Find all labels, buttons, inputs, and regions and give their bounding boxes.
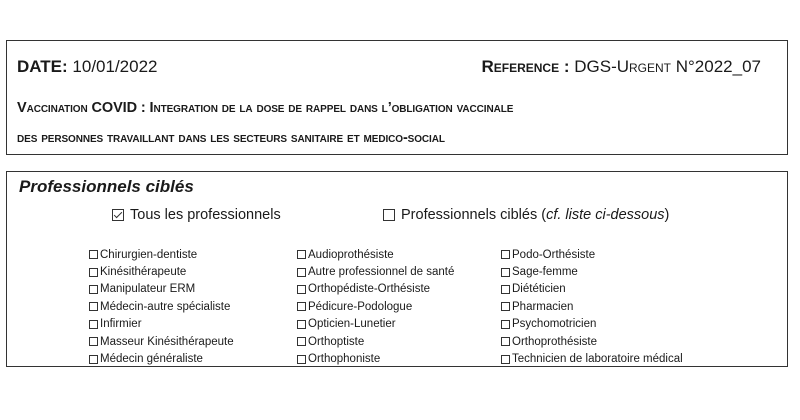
header-box bbox=[6, 40, 788, 155]
profession-checkbox[interactable] bbox=[297, 320, 306, 329]
subject-heading bbox=[17, 93, 777, 153]
profession-checkbox[interactable] bbox=[89, 285, 98, 294]
profession-column-3 bbox=[501, 246, 683, 368]
profession-item[interactable] bbox=[89, 263, 234, 280]
all-professionals-checkbox[interactable] bbox=[112, 209, 124, 221]
profession-item[interactable] bbox=[501, 298, 683, 315]
profession-label: Orthoptiste bbox=[308, 335, 365, 348]
profession-item[interactable] bbox=[501, 350, 683, 367]
targeted-label-prefix: Professionnels ciblés ( bbox=[401, 207, 547, 223]
profession-label: Médecin-autre spécialiste bbox=[100, 300, 231, 313]
profession-label: Infirmier bbox=[100, 318, 142, 331]
subject-line-2: des personnes travaillant dans les secteurs sanitaire et medico-social bbox=[17, 130, 445, 146]
profession-label: Pharmacien bbox=[512, 300, 574, 313]
profession-item[interactable] bbox=[297, 316, 454, 333]
profession-checkbox[interactable] bbox=[501, 285, 510, 294]
profession-item[interactable] bbox=[501, 281, 683, 298]
profession-item[interactable] bbox=[89, 350, 234, 367]
profession-label: Chirurgien-dentiste bbox=[100, 248, 198, 261]
profession-column-1 bbox=[89, 246, 234, 368]
all-professionals-label: Tous les professionnels bbox=[130, 207, 281, 223]
reference-label: Reference : bbox=[481, 57, 570, 76]
date-line bbox=[17, 57, 158, 77]
profession-checkbox[interactable] bbox=[501, 355, 510, 364]
profession-item[interactable] bbox=[89, 298, 234, 315]
profession-label: Orthoprothésiste bbox=[512, 335, 598, 348]
profession-label: Médecin généraliste bbox=[100, 353, 203, 366]
profession-checkbox[interactable] bbox=[89, 320, 98, 329]
reference-value: DGS-Urgent N°2022_07 bbox=[574, 57, 761, 76]
profession-label: Autre professionnel de santé bbox=[308, 266, 455, 279]
profession-label: Orthopédiste-Orthésiste bbox=[308, 283, 431, 296]
profession-checkbox[interactable] bbox=[501, 302, 510, 311]
profession-item[interactable] bbox=[89, 281, 234, 298]
reference-line bbox=[481, 57, 761, 77]
profession-label: Audioprothésiste bbox=[308, 248, 394, 261]
profession-item[interactable] bbox=[89, 333, 234, 350]
all-professionals-option[interactable] bbox=[112, 207, 281, 223]
profession-label: Diététicien bbox=[512, 283, 566, 296]
profession-item[interactable] bbox=[501, 246, 683, 263]
date-value: 10/01/2022 bbox=[72, 57, 158, 76]
profession-label: Sage-femme bbox=[512, 266, 578, 279]
profession-label: Manipulateur ERM bbox=[100, 283, 196, 296]
date-label: DATE: bbox=[17, 57, 68, 76]
profession-label: Podo-Orthésiste bbox=[512, 248, 596, 261]
profession-label: Masseur Kinésithérapeute bbox=[100, 335, 234, 348]
profession-label: Pédicure-Podologue bbox=[308, 300, 413, 313]
profession-checkbox[interactable] bbox=[297, 355, 306, 364]
profession-item[interactable] bbox=[501, 333, 683, 350]
profession-checkbox[interactable] bbox=[89, 337, 98, 346]
profession-item[interactable] bbox=[297, 333, 454, 350]
profession-checkbox[interactable] bbox=[297, 250, 306, 259]
profession-item[interactable] bbox=[297, 350, 454, 367]
profession-checkbox[interactable] bbox=[89, 302, 98, 311]
profession-checkbox[interactable] bbox=[501, 250, 510, 259]
profession-checkbox[interactable] bbox=[89, 355, 98, 364]
profession-item[interactable] bbox=[297, 263, 454, 280]
profession-checkbox[interactable] bbox=[297, 337, 306, 346]
profession-item[interactable] bbox=[89, 246, 234, 263]
profession-item[interactable] bbox=[297, 246, 454, 263]
profession-checkbox[interactable] bbox=[501, 268, 510, 277]
profession-checkbox[interactable] bbox=[501, 320, 510, 329]
targeted-professionals-option[interactable] bbox=[383, 207, 669, 223]
profession-label: Opticien-Lunetier bbox=[308, 318, 396, 331]
targeted-professionals-checkbox[interactable] bbox=[383, 209, 395, 221]
profession-column-2 bbox=[297, 246, 454, 368]
profession-label: Kinésithérapeute bbox=[100, 266, 187, 279]
profession-checkbox[interactable] bbox=[297, 302, 306, 311]
targets-box bbox=[6, 171, 788, 367]
profession-checkbox[interactable] bbox=[89, 268, 98, 277]
section-title: Professionnels ciblés bbox=[19, 177, 194, 196]
profession-label: Technicien de laboratoire médical bbox=[512, 353, 683, 366]
profession-label: Psychomotricien bbox=[512, 318, 597, 331]
subject-line-1: Vaccination COVID : Integration de la dose de rappel dans l’obligation vaccinale bbox=[17, 100, 514, 116]
profession-checkbox[interactable] bbox=[89, 250, 98, 259]
profession-item[interactable] bbox=[297, 298, 454, 315]
profession-checkbox[interactable] bbox=[297, 268, 306, 277]
profession-item[interactable] bbox=[501, 263, 683, 280]
profession-label: Orthophoniste bbox=[308, 353, 381, 366]
profession-checkbox[interactable] bbox=[501, 337, 510, 346]
targeted-label-italic: cf. liste ci-dessous bbox=[546, 207, 665, 223]
profession-item[interactable] bbox=[89, 316, 234, 333]
profession-item[interactable] bbox=[501, 316, 683, 333]
profession-checkbox[interactable] bbox=[297, 285, 306, 294]
targeted-label-suffix: ) bbox=[664, 207, 670, 223]
profession-item[interactable] bbox=[297, 281, 454, 298]
